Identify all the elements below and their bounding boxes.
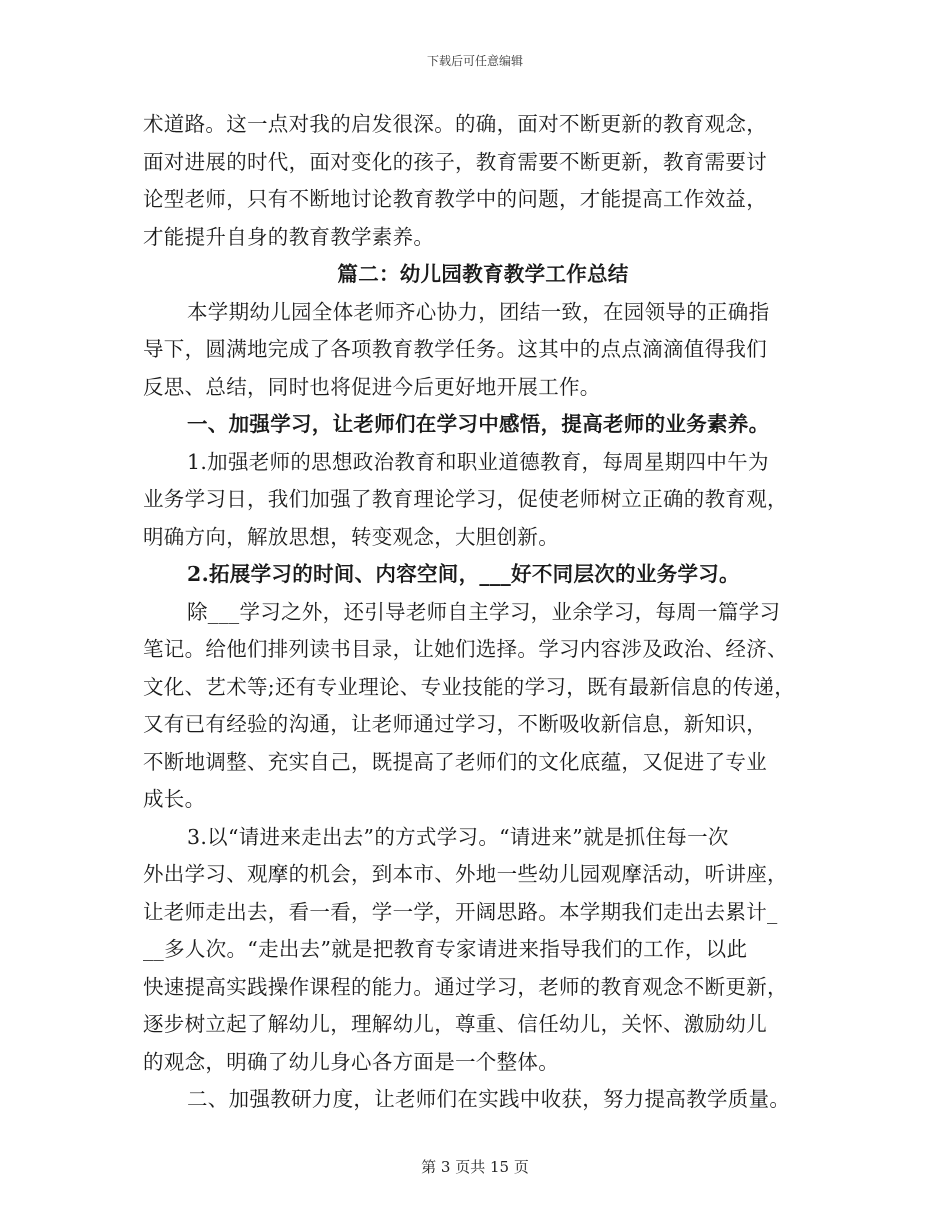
text-line: 逐步树立起了解幼儿，理解幼儿，尊重、信任幼儿，关怀、激励幼儿 — [143, 1012, 767, 1036]
text-line: 二、加强教研力度，让老师们在实践中收获，努力提高教学质量。 — [187, 1087, 791, 1111]
page-footer: 第 3 页共 15 页 — [421, 1158, 529, 1176]
page-header: 下载后可任意编辑 — [426, 54, 523, 68]
text-line: 的观念，明确了幼儿身心各方面是一个整体。 — [143, 1049, 559, 1074]
text-line: 明确方向，解放思想，转变观念，大胆创新。 — [143, 524, 559, 549]
text-line: 文化、艺术等;还有专业理论、专业技能的学习，既有最新信息的传递， — [143, 674, 796, 699]
text-line: 3.以“请进来走出去”的方式学习。“请进来”就是抓住每一次 — [187, 824, 729, 849]
text-line: 1.加强老师的思想政治教育和职业道德教育，每周星期四中午为 — [187, 449, 769, 474]
text-line: 才能提升自身的教育教学素养。 — [143, 224, 435, 249]
text-line: 术道路。这一点对我的启发很深。的确，面对不断更新的教育观念， — [143, 112, 767, 136]
text-line: 反思、总结，同时也将促进今后更好地开展工作。 — [143, 374, 601, 399]
section-title: 篇二：幼儿园教育教学工作总结 — [337, 262, 629, 286]
text-line: 本学期幼儿园全体老师齐心协力，团结一致，在园领导的正确指 — [187, 299, 770, 324]
text-line: 除___学习之外，还引导老师自主学习，业余学习，每周一篇学习 — [187, 599, 781, 624]
text-line: __多人次。“走出去”就是把教育专家请进来指导我们的工作，以此 — [143, 937, 748, 961]
text-line: 业务学习日，我们加强了教育理论学习，促使老师树立正确的教育观， — [143, 487, 788, 511]
text-line: 快速提高实践操作课程的能力。通过学习，老师的教育观念不断更新， — [143, 974, 788, 999]
section-heading-line: 一、加强学习，让老师们在学习中感悟，提高老师的业务素养。 — [187, 412, 770, 436]
text-line: 论型老师，只有不断地讨论教育教学中的问题，才能提高工作效益， — [143, 187, 767, 211]
text-line: 导下，圆满地完成了各项教育教学任务。这其中的点点滴滴值得我们 — [143, 337, 767, 361]
text-line: 面对进展的时代，面对变化的孩子，教育需要不断更新，教育需要讨 — [143, 149, 767, 174]
text-line: 又有已有经验的沟通，让老师通过学习，不断吸收新信息，新知识， — [143, 712, 767, 736]
text-line: 成长。 — [143, 787, 206, 811]
text-line: 让老师走出去，看一看，学一学，开阔思路。本学期我们走出去累计_ — [143, 899, 778, 924]
text-line: 笔记。给他们排列读书目录，让她们选择。学习内容涉及政治、经济、 — [143, 637, 788, 661]
text-line: 不断地调整、充实自己，既提高了老师们的文化底蕴，又促进了专业 — [143, 749, 767, 774]
document-body — [143, 106, 823, 1119]
text-line: 外出学习、观摩的机会，到本市、外地一些幼儿园观摩活动，听讲座， — [143, 862, 788, 886]
section-heading-line: 2.拓展学习的时间、内容空间，___好不同层次的业务学习。 — [187, 562, 740, 586]
